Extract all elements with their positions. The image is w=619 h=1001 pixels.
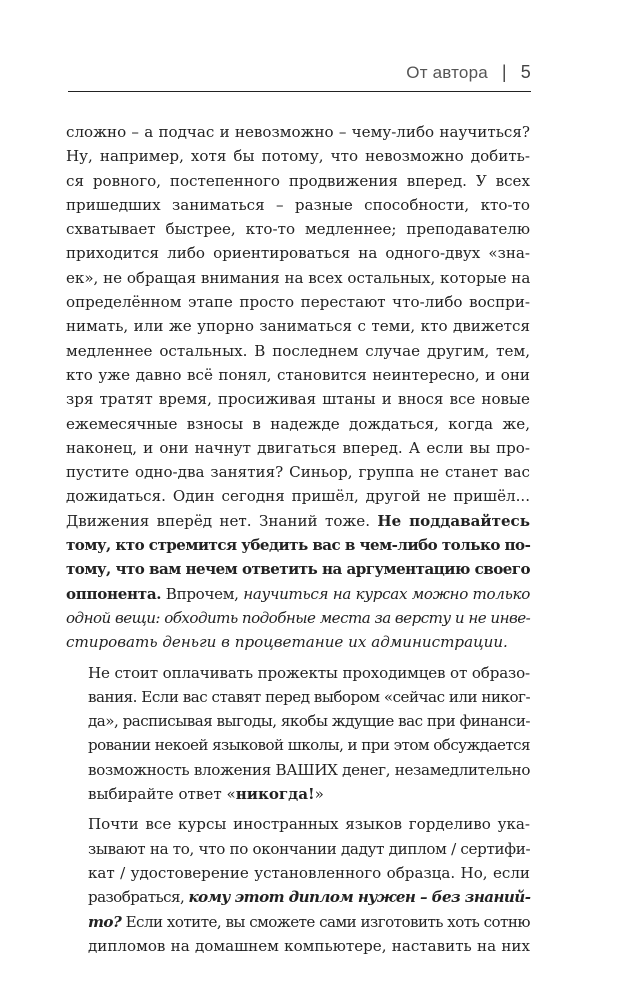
text-run: Не стоит оплачивать прожекты проходимцев от образо- (88, 663, 530, 682)
text-line (66, 885, 530, 909)
paragraph (66, 661, 530, 807)
text-line (66, 509, 530, 533)
text-line (66, 144, 530, 168)
bold-text: никогда! (235, 785, 315, 804)
body-text (66, 120, 530, 958)
text-run: разобраться, (88, 888, 189, 907)
text-run: пришедших заниматься – разные способности, кто-то (66, 195, 530, 214)
text-line (66, 412, 530, 436)
text-run: нимать, или же упорно заниматься с теми, кто движется (66, 317, 530, 336)
text-run: Движения вперёд нет. Знаний тоже. (66, 511, 378, 530)
bold-text: тому, что вам нечем ответить на аргументацию своего (66, 560, 530, 579)
text-line (66, 630, 530, 654)
text-run: определённом этапе просто перестают что-либо воспри- (66, 293, 530, 312)
text-line (66, 314, 530, 338)
text-line (66, 436, 530, 460)
text-run: дипломов на домашнем компьютере, наставить на них (88, 936, 530, 955)
text-line (66, 193, 530, 217)
text-line (66, 363, 530, 387)
text-run: схватывает быстрее, кто-то медленнее; преподавателю (66, 220, 530, 239)
text-line (66, 387, 530, 411)
text-line (66, 733, 530, 757)
text-run: наконец, и они начнут двигаться вперед. А если вы про- (66, 438, 530, 457)
text-line (66, 533, 530, 557)
text-line (66, 812, 530, 836)
text-run: ся ровного, постепенного продвижения вперед. У всех (66, 171, 530, 190)
text-line (66, 582, 530, 606)
section-title: От автора (406, 62, 488, 82)
text-line (66, 837, 530, 861)
text-run: Впрочем, (161, 584, 244, 603)
italic-text: стировать деньги в процветание их администрации. (66, 633, 508, 652)
text-run: сложно – а подчас и невозможно – чему-либо научиться? (66, 123, 530, 141)
text-run: вания. Если вас ставят перед выбором «сейчас или никог- (88, 687, 531, 706)
text-run: кат / удостоверение установленного образца. Но, если (88, 863, 530, 882)
bold-text: оппонента. (66, 584, 162, 603)
bold-text: то? (88, 912, 122, 931)
paragraph (66, 120, 530, 655)
text-line (66, 910, 530, 934)
text-line (66, 709, 530, 733)
text-run: выбирайте ответ « (88, 785, 236, 804)
text-run: дожидаться. Один сегодня пришёл, другой не пришёл... (66, 487, 530, 506)
running-head (406, 62, 531, 83)
text-line (66, 606, 530, 630)
text-run: медленнее остальных. В последнем случае другим, тем, (66, 341, 530, 360)
header-rule (68, 91, 531, 92)
text-run: да», расписывая выгоды, якобы ждущие вас при финанси- (88, 712, 530, 731)
bold-text: тому, кто стремится убедить вас в чем-либо только по- (66, 536, 531, 555)
text-run: Ну, например, хотя бы потому, что невозможно добить- (66, 147, 530, 166)
text-line (66, 290, 530, 314)
text-run: приходится либо ориентироваться на одного-двух «зна- (66, 244, 530, 263)
text-run: кто уже давно всё понял, становится неинтересно, и они (66, 365, 530, 384)
text-run: возможность вложения ВАШИХ денег, незамедлительно (88, 760, 531, 779)
text-run: Если хотите, вы сможете сами изготовить хоть сотню (121, 912, 530, 931)
text-line (66, 685, 530, 709)
text-line (66, 169, 530, 193)
text-line (66, 661, 530, 685)
text-run: ровании некоей языковой школы, и при этом обсуждается (88, 736, 530, 755)
text-line (66, 934, 530, 958)
bold-text: кому этот диплом нужен – без знаний- (188, 888, 531, 907)
bold-text: Не поддавайтесь (377, 511, 530, 530)
text-run: Почти все курсы иностранных языков горделиво ука- (88, 815, 530, 834)
text-line (66, 484, 530, 508)
text-line (66, 460, 530, 484)
text-line (66, 758, 530, 782)
text-line (66, 557, 530, 581)
text-line (66, 266, 530, 290)
page-number: 5 (520, 62, 531, 82)
text-run: » (314, 785, 324, 804)
text-line (66, 241, 530, 265)
text-line (66, 861, 530, 885)
text-run: пустите одно-два занятия? Синьор, группа не станет вас (66, 463, 530, 482)
header-separator: | (501, 62, 507, 82)
text-run: зывают на то, что по окончании дадут диплом / сертифи- (88, 839, 531, 858)
text-run: зря тратят время, просиживая штаны и внося все новые (66, 390, 530, 409)
text-run: ек», не обращая внимания на всех остальных, которые на (66, 268, 531, 287)
text-line (66, 782, 530, 806)
paragraph (66, 812, 530, 958)
text-line (66, 120, 530, 144)
italic-text: научиться на курсах можно только (243, 584, 530, 603)
text-line (66, 217, 530, 241)
italic-text: одной вещи: обходить подобные места за версту и не инве- (66, 608, 531, 627)
text-run: ежемесячные взносы в надежде дождаться, когда же, (66, 414, 530, 433)
text-line (66, 339, 530, 363)
